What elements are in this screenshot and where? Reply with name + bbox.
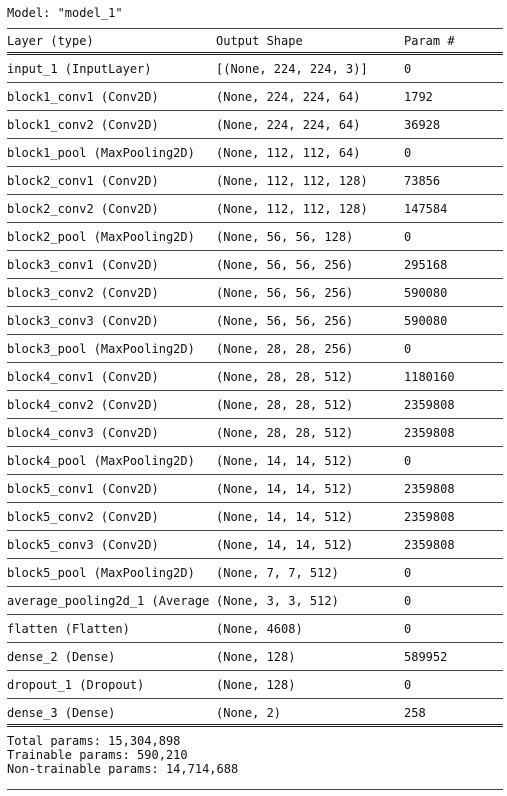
row-divider	[7, 110, 503, 111]
output-shape: (None, 56, 56, 256)	[216, 314, 354, 328]
bottom-divider	[7, 789, 503, 790]
param-count: 589952	[404, 650, 448, 664]
output-shape: (None, 56, 56, 256)	[216, 258, 354, 272]
row-divider	[7, 194, 503, 195]
layer-name: block3_conv1 (Conv2D)	[7, 258, 159, 272]
param-count: 73856	[404, 174, 441, 188]
table-row	[0, 118, 507, 132]
output-shape: (None, 224, 224, 64)	[216, 118, 361, 132]
row-divider	[7, 502, 503, 503]
layer-name: block5_conv2 (Conv2D)	[7, 510, 159, 524]
layer-name: block2_conv1 (Conv2D)	[7, 174, 159, 188]
table-row	[0, 594, 507, 608]
layer-name: block1_conv1 (Conv2D)	[7, 90, 159, 104]
table-row	[0, 342, 507, 356]
row-divider	[7, 698, 503, 699]
layer-name: block3_pool (MaxPooling2D)	[7, 342, 195, 356]
row-divider	[7, 138, 503, 139]
output-shape: [(None, 224, 224, 3)]	[216, 62, 368, 76]
param-count: 2359808	[404, 398, 455, 412]
table-row	[0, 706, 507, 720]
output-shape: (None, 28, 28, 512)	[216, 398, 354, 412]
row-divider	[7, 222, 503, 223]
row-divider	[7, 530, 503, 531]
footer-divider	[7, 724, 503, 727]
output-shape: (None, 56, 56, 128)	[216, 230, 354, 244]
row-divider	[7, 390, 503, 391]
table-row	[0, 650, 507, 664]
layer-name: block4_conv2 (Conv2D)	[7, 398, 159, 412]
layer-name: block1_pool (MaxPooling2D)	[7, 146, 195, 160]
param-count: 0	[404, 62, 412, 76]
row-divider	[7, 418, 503, 419]
row-divider	[7, 586, 503, 587]
row-divider	[7, 278, 503, 279]
header-layer: Layer (type)	[7, 34, 94, 48]
param-count: 2359808	[404, 510, 455, 524]
param-count: 0	[404, 454, 412, 468]
header-params: Param #	[404, 34, 455, 48]
table-row	[0, 538, 507, 552]
table-row	[0, 622, 507, 636]
row-divider	[7, 250, 503, 251]
trainable-params: Trainable params: 590,210	[7, 748, 188, 762]
layer-name: block4_conv1 (Conv2D)	[7, 370, 159, 384]
layer-name: input_1 (InputLayer)	[7, 62, 152, 76]
table-row	[0, 370, 507, 384]
row-divider	[7, 558, 503, 559]
output-shape: (None, 3, 3, 512)	[216, 594, 339, 608]
param-count: 0	[404, 678, 412, 692]
output-shape: (None, 224, 224, 64)	[216, 90, 361, 104]
layer-name: dense_2 (Dense)	[7, 650, 116, 664]
row-divider	[7, 82, 503, 83]
row-divider	[7, 614, 503, 615]
param-count: 2359808	[404, 426, 455, 440]
layer-name: dropout_1 (Dropout)	[7, 678, 145, 692]
layer-name: block4_pool (MaxPooling2D)	[7, 454, 195, 468]
param-count: 590080	[404, 314, 448, 328]
table-row	[0, 286, 507, 300]
table-row	[0, 90, 507, 104]
output-shape: (None, 112, 112, 128)	[216, 202, 368, 216]
param-count: 0	[404, 594, 412, 608]
table-row	[0, 202, 507, 216]
layer-name: block2_pool (MaxPooling2D)	[7, 230, 195, 244]
layer-name: block4_conv3 (Conv2D)	[7, 426, 159, 440]
layer-name: block3_conv3 (Conv2D)	[7, 314, 159, 328]
param-count: 1792	[404, 90, 433, 104]
row-divider	[7, 670, 503, 671]
layer-name: dense_3 (Dense)	[7, 706, 116, 720]
param-count: 2359808	[404, 482, 455, 496]
row-divider	[7, 362, 503, 363]
layer-name: block5_conv1 (Conv2D)	[7, 482, 159, 496]
table-row	[0, 314, 507, 328]
param-count: 258	[404, 706, 426, 720]
output-shape: (None, 14, 14, 512)	[216, 538, 354, 552]
table-row	[0, 482, 507, 496]
table-row	[0, 454, 507, 468]
layer-name: block5_conv3 (Conv2D)	[7, 538, 159, 552]
param-count: 0	[404, 566, 412, 580]
header-divider	[7, 52, 503, 55]
layer-name: block5_pool (MaxPooling2D)	[7, 566, 195, 580]
output-shape: (None, 112, 112, 128)	[216, 174, 368, 188]
table-row	[0, 398, 507, 412]
param-count: 2359808	[404, 538, 455, 552]
output-shape: (None, 14, 14, 512)	[216, 482, 354, 496]
output-shape: (None, 56, 56, 256)	[216, 286, 354, 300]
table-row	[0, 426, 507, 440]
layer-name: block1_conv2 (Conv2D)	[7, 118, 159, 132]
row-divider	[7, 446, 503, 447]
row-divider	[7, 642, 503, 643]
top-divider	[7, 28, 503, 29]
table-row	[0, 566, 507, 580]
header-output-shape: Output Shape	[216, 34, 303, 48]
table-row	[0, 174, 507, 188]
table-row	[0, 230, 507, 244]
output-shape: (None, 128)	[216, 650, 296, 664]
layer-name: flatten (Flatten)	[7, 622, 130, 636]
model-title: Model: "model_1"	[7, 6, 123, 20]
output-shape: (None, 7, 7, 512)	[216, 566, 339, 580]
layer-name: average_pooling2d_1 (Average	[7, 594, 210, 608]
table-row	[0, 146, 507, 160]
output-shape: (None, 128)	[216, 678, 296, 692]
param-count: 295168	[404, 258, 448, 272]
param-count: 36928	[404, 118, 441, 132]
row-divider	[7, 334, 503, 335]
total-params: Total params: 15,304,898	[7, 734, 181, 748]
layer-name: block2_conv2 (Conv2D)	[7, 202, 159, 216]
param-count: 590080	[404, 286, 448, 300]
param-count: 0	[404, 342, 412, 356]
table-row	[0, 678, 507, 692]
output-shape: (None, 4608)	[216, 622, 303, 636]
header-row	[0, 34, 507, 48]
table-row	[0, 62, 507, 76]
param-count: 1180160	[404, 370, 455, 384]
output-shape: (None, 28, 28, 512)	[216, 426, 354, 440]
param-count: 147584	[404, 202, 448, 216]
row-divider	[7, 166, 503, 167]
layer-name: block3_conv2 (Conv2D)	[7, 286, 159, 300]
row-divider	[7, 474, 503, 475]
output-shape: (None, 112, 112, 64)	[216, 146, 361, 160]
output-shape: (None, 28, 28, 512)	[216, 370, 354, 384]
output-shape: (None, 14, 14, 512)	[216, 510, 354, 524]
output-shape: (None, 2)	[216, 706, 282, 720]
output-shape: (None, 28, 28, 256)	[216, 342, 354, 356]
table-row	[0, 510, 507, 524]
table-row	[0, 258, 507, 272]
output-shape: (None, 14, 14, 512)	[216, 454, 354, 468]
param-count: 0	[404, 146, 412, 160]
param-count: 0	[404, 230, 412, 244]
non-trainable-params: Non-trainable params: 14,714,688	[7, 762, 239, 776]
row-divider	[7, 306, 503, 307]
param-count: 0	[404, 622, 412, 636]
